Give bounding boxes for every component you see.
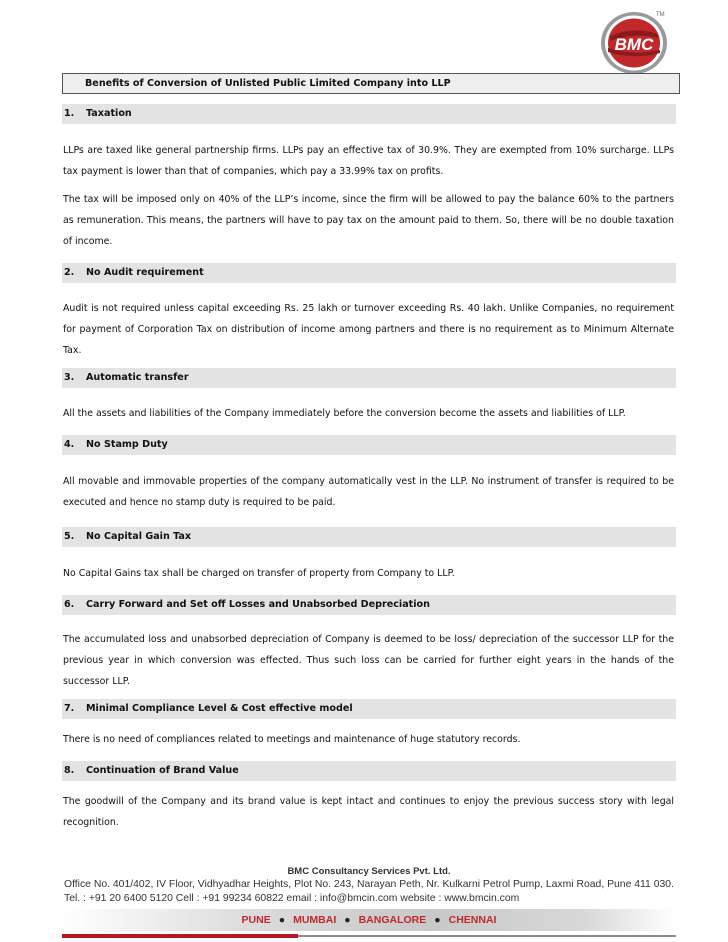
section-title: Automatic transfer [86, 372, 189, 383]
section-title: No Audit requirement [86, 267, 204, 278]
section-heading-carry-forward [62, 595, 676, 615]
footer-company-name: BMC Consultancy Services Pvt. Ltd. [287, 866, 451, 877]
paragraph: All movable and immovable properties of the company automatically vest in the LLP. No instrument of transfer is required to be executed and hence no stamp duty is required to be paid. [63, 476, 674, 508]
footer-grey-bar [298, 935, 676, 937]
letterhead-footer [62, 860, 676, 942]
footer-address: Office No. 401/402, IV Floor, Vidhyadhar Heights, Plot No. 243, Narayan Peth, Nr. Kulkarni Petrol Pump, Laxmi Road, Pune 411 030. [64, 879, 674, 890]
bullet-separator: ● [434, 914, 441, 926]
paragraph: The accumulated loss and unabsorbed depreciation of Company is deemed to be loss/ depreciation of the successor LLP for the previous year in which conversion was effected. Thus such loss can be carried for further eight years in the hands of the successor LLP. [63, 634, 674, 687]
footer-contact: Tel. : +91 20 6400 5120 Cell : +91 99234 60822 email : info@bmcin.com website : www.bmcin.com [64, 893, 520, 904]
section-heading-brand-value [62, 761, 676, 781]
footer-cities [62, 909, 676, 931]
section-number: 5. [64, 531, 75, 542]
footer-red-bar [62, 934, 298, 938]
section-number: 7. [64, 703, 75, 714]
section-heading-minimal-compliance [62, 699, 676, 719]
section-number: 6. [64, 599, 75, 610]
paragraph: All the assets and liabilities of the Company immediately before the conversion become the assets and liabilities of LLP. [63, 408, 626, 419]
section-heading-automatic-transfer [62, 368, 676, 388]
city-bangalore: BANGALORE [358, 914, 427, 926]
section-title: Minimal Compliance Level & Cost effective model [86, 703, 353, 714]
section-number: 2. [64, 267, 75, 278]
bullet-separator: ● [344, 914, 351, 926]
section-heading-taxation [62, 104, 676, 124]
section-title: Continuation of Brand Value [86, 765, 239, 776]
paragraph: Audit is not required unless capital exceeding Rs. 25 lakh or turnover exceeding Rs. 40 lakh. Unlike Companies, no requirement for payment of Corporation Tax on distribution of income among partners and there is no requirement as to Minimum Alternate Tax. [63, 303, 674, 356]
section-title: No Capital Gain Tax [86, 531, 192, 542]
paragraph: LLPs are taxed like general partnership firms. LLPs pay an effective tax of 30.9%. They are exempted from 10% surcharge. LLPs tax payment is lower than that of companies, which pay a 33.99% tax on profits. [63, 145, 674, 177]
section-title: Taxation [86, 108, 132, 119]
section-title: Carry Forward and Set off Losses and Unabsorbed Depreciation [86, 599, 430, 610]
section-heading-no-audit [62, 263, 676, 283]
paragraph: The goodwill of the Company and its brand value is kept intact and continues to enjoy the previous success story with legal recognition. [63, 796, 674, 828]
bullet-separator: ● [278, 914, 286, 926]
section-number: 8. [64, 765, 75, 776]
section-heading-no-capital-gain-tax [62, 527, 676, 547]
city-mumbai: MUMBAI [293, 914, 337, 926]
section-number: 1. [64, 108, 75, 119]
trademark-mark: TM [656, 12, 665, 18]
document-title: Benefits of Conversion of Unlisted Public Limited Company into LLP [62, 73, 680, 94]
section-heading-no-stamp-duty [62, 435, 676, 455]
paragraph: The tax will be imposed only on 40% of the LLP’s income, since the firm will be allowed to pay the balance 60% to the partners as remuneration. This means, the partners will have to pay tax on the amount paid to them. So, there will be no double taxation of income. [63, 194, 674, 247]
paragraph: There is no need of compliances related to meetings and maintenance of huge statutory records. [63, 734, 521, 745]
section-number: 3. [64, 372, 75, 383]
paragraph: No Capital Gains tax shall be charged on transfer of property from Company to LLP. [63, 568, 455, 579]
section-number: 4. [64, 439, 75, 450]
bmc-logo [598, 8, 670, 76]
section-title: No Stamp Duty [86, 439, 168, 450]
city-pune: PUNE [241, 914, 271, 926]
logo-text: BMC [614, 35, 654, 54]
city-chennai: CHENNAI [448, 914, 497, 926]
